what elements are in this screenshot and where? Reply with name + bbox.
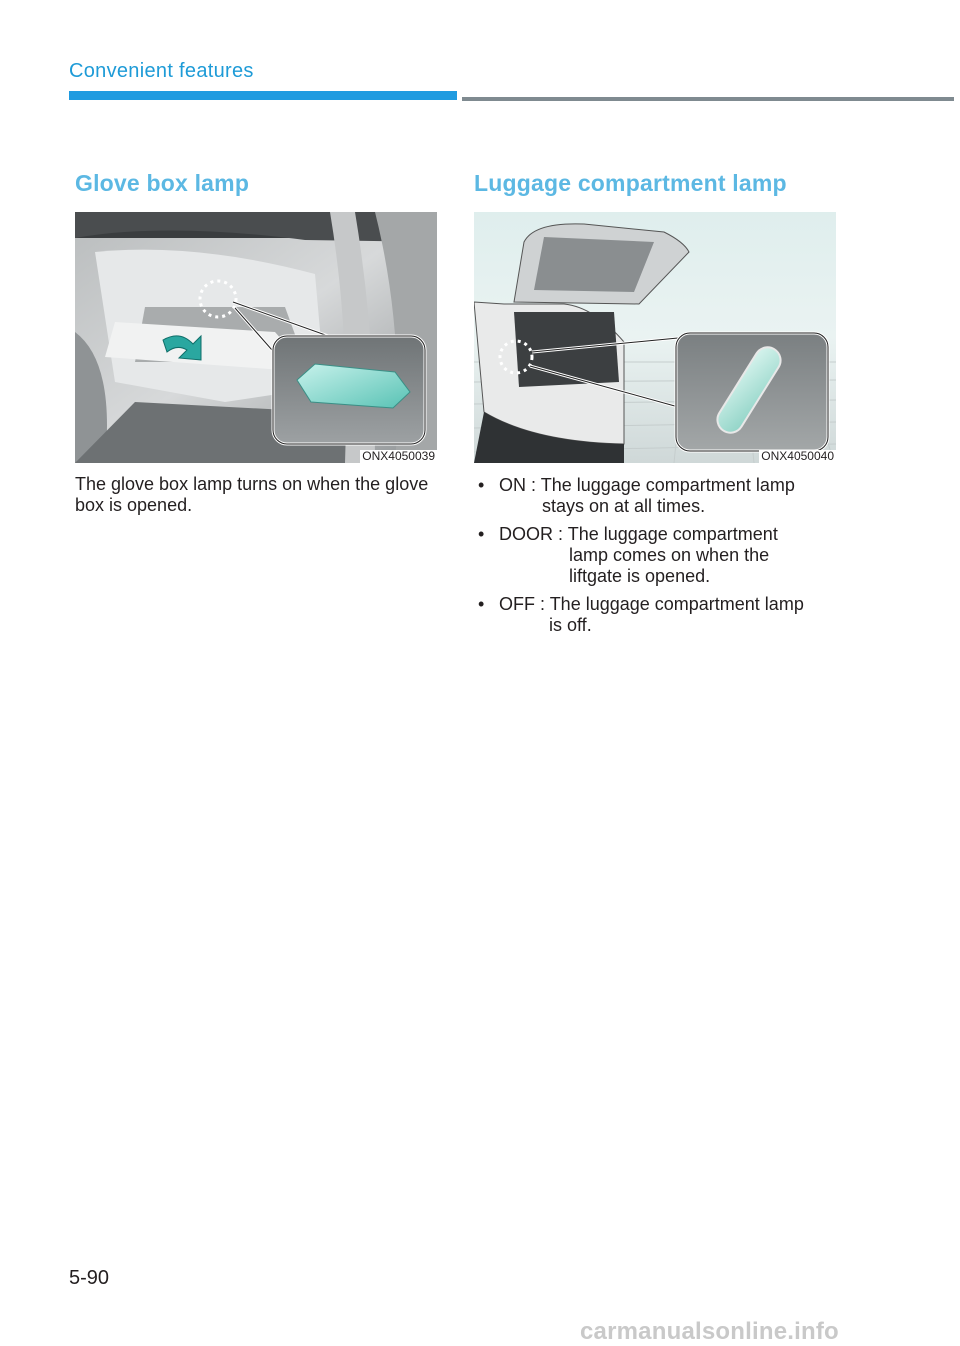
glove-box-figure [75, 212, 437, 463]
list-item-on [474, 475, 836, 517]
luggage-figure-code: ONX4050040 [761, 449, 834, 463]
luggage-illustration [474, 212, 836, 463]
bullet-mark: • [478, 594, 485, 614]
header-rule-gray [462, 97, 954, 101]
glove-box-figure-code: ONX4050039 [362, 449, 435, 463]
page-number: 5-90 [69, 1267, 110, 1289]
bullet-mark: • [478, 524, 485, 544]
switch-desc-door-line2: lamp comes on when the [569, 545, 770, 565]
list-item-off [474, 594, 836, 636]
switch-desc-off-line1: The luggage compartment lamp [549, 594, 804, 614]
switch-desc-door-line1: The luggage compartment [567, 524, 778, 544]
switch-desc-on-line2: stays on at all times. [542, 496, 706, 516]
switch-key-off: OFF : [499, 594, 545, 614]
luggage-switch-list [474, 475, 836, 636]
glove-box-description: The glove box lamp turns on when the glove box is opened. [75, 474, 429, 515]
header-rule-accent [69, 91, 457, 100]
switch-desc-on-line1: The luggage compartment lamp [540, 475, 795, 495]
section-title: Convenient features [69, 60, 254, 82]
bullet-mark: • [478, 475, 485, 495]
luggage-figure [474, 212, 836, 463]
switch-desc-door-line3: liftgate is opened. [569, 566, 711, 586]
glove-box-section [75, 170, 437, 516]
luggage-heading: Luggage compartment lamp [474, 170, 787, 196]
list-item-door [474, 524, 836, 587]
watermark: carmanualsonline.info [580, 1318, 839, 1345]
switch-key-door: DOOR : [499, 524, 564, 544]
glove-box-heading: Glove box lamp [75, 170, 250, 196]
switch-key-on: ON : [499, 475, 537, 495]
glove-box-illustration [75, 212, 437, 463]
switch-desc-off-line2: is off. [549, 615, 592, 635]
luggage-section [474, 170, 836, 643]
